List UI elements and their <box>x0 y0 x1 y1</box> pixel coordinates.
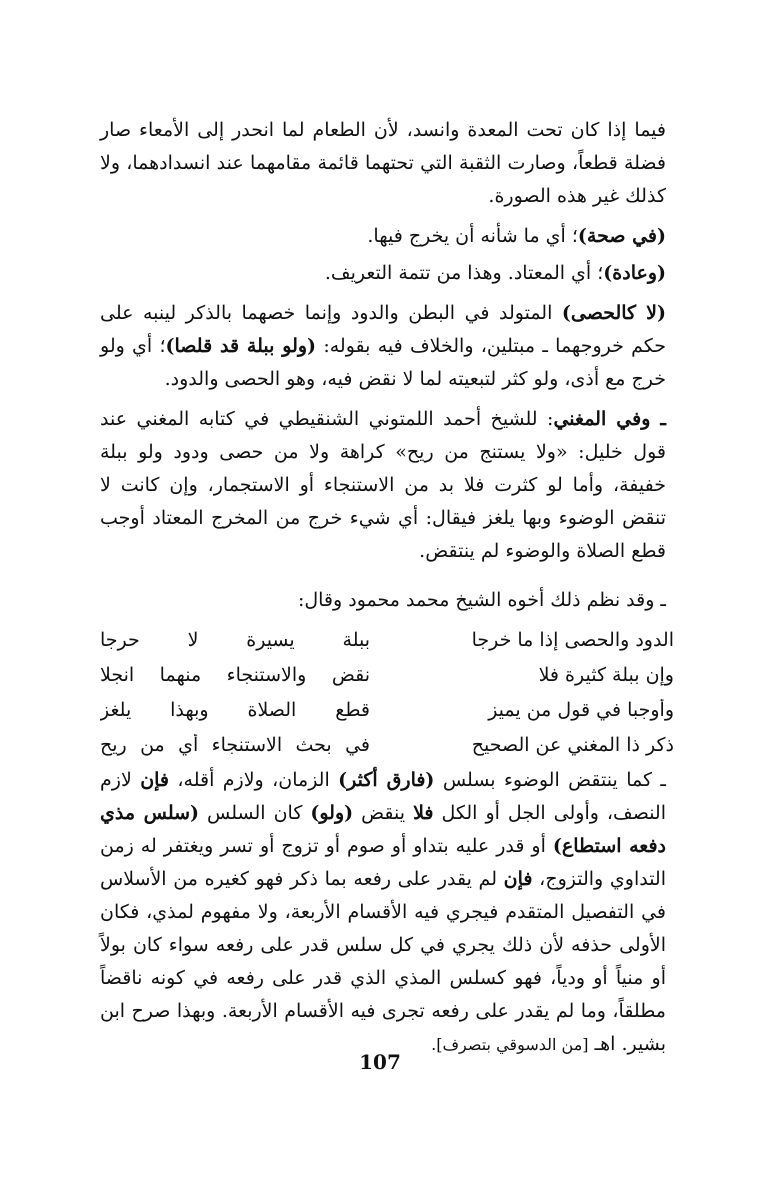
paragraph-hasa <box>100 297 666 396</box>
paragraph-mughni <box>100 403 666 568</box>
poem-verse <box>100 692 674 727</box>
poem-hemistich-second: نقض والاستنجاء منهما انجلا <box>100 663 370 686</box>
paragraph-intro <box>100 114 666 213</box>
paragraph-mughni-text: : للشيخ أحمد اللمتوني الشنقيطي في كتابه المغني عند قول خليل: «ولا يستنج من ريح» كراهة ولا من حصى ودود ولو ببلة خفيفة، وأما لو كثرت فلا بد من الاستنجاء أو الاستجمار، وإن كانت لا تنقض الوضوء وبها يلغز فيقال: أي شيء خرج من المخرج المعتاد أوجب قطع الصلاة والوضوء لم ينتقض. <box>100 408 666 562</box>
salas-bold-2: فإن <box>140 769 170 791</box>
salas-bold-3: فلا <box>413 802 434 824</box>
poem-hemistich-first: ذكر ذا المغني عن الصحيح <box>471 733 674 756</box>
salas-text-3: لازم النصف، وأولى الجل أو الكل <box>100 769 666 824</box>
term-fi-sihha: (في صحة) <box>577 225 666 247</box>
salas-reference: [من الدسوقي بتصرف]. <box>431 1035 589 1054</box>
poem-verse <box>100 622 674 657</box>
page-number: 107 <box>359 1050 401 1074</box>
poem-verse <box>100 727 674 762</box>
line-wa-aada <box>100 257 666 290</box>
salas-text-6: أو قدر عليه بتداو أو صوم أو تزوج أو تسر ويغتفر له زمن التداوي والتزوج، <box>100 835 666 890</box>
line-nazm-intro <box>100 584 666 617</box>
term-wa-aada: (وعادة) <box>603 262 666 284</box>
lead-wa-fil-mughni: ـ وفي المغني <box>553 408 666 430</box>
paragraph-hasa-text-1: المتولد في البطن والدود وإنما خصهما بالذكر لينبه على حكم خروجهما ـ مبتلين، والخلاف فيه بقوله: <box>100 302 667 357</box>
salas-bold-4: (ولو) <box>310 802 354 824</box>
poem-verse <box>100 657 674 692</box>
poem <box>100 622 674 762</box>
paragraph-intro-text: فيما إذا كان تحت المعدة وانسد، لأن الطعام لما انحدر إلى الأمعاء صار فضلة قطعاً، وصارت الثقبة التي تحتهما قائمة مقامهما عند انسدادهما، ولا كذلك غير هذه الصورة. <box>100 119 666 207</box>
salas-bold-1: (فارق أكثر) <box>338 769 435 791</box>
term-la-kal-hasa: (لا كالحصى) <box>561 302 666 324</box>
poem-hemistich-first: وإن ببلة كثيرة فلا <box>538 663 674 686</box>
salas-bold-5: (سلس مذي دفعه استطاع) <box>100 802 666 857</box>
poem-hemistich-second: قطع الصلاة وبهذا يلغز <box>100 698 370 721</box>
poem-hemistich-second: ببلة يسيرة لا حرجا <box>100 628 370 651</box>
line-fi-sihha <box>100 220 666 253</box>
line-wa-aada-text: ؛ أي المعتاد. وهذا من تتمة التعريف. <box>324 262 604 284</box>
line-fi-sihha-text: ؛ أي ما شأنه أن يخرج فيها. <box>367 225 578 247</box>
poem-hemistich-second: في بحث الاستنجاء أي من ريح <box>100 733 370 756</box>
salas-text-5: كان السلس <box>199 802 311 824</box>
term-wa-law-bibilla: (ولو ببلة قد قلصا) <box>165 335 317 357</box>
salas-text-7: لم يقدر على رفعه بما ذكر فهو كغيره من الأسلاس في التفصيل المتقدم فيجري فيه الأقسام الأربعة، ولا مفهوم لمذي، فكان الأولى حذفه لأن ذلك يجري في كل سلس قدر على رفعه سواء كان بولاً أو منياً أو ودياً، فهو كسلس المذي الذي قدر على رفعه في كونه ناقضاً مطلقاً، وما لم يقدر على رفعه تجرى فيه الأقسام الأربعة. وبهذا صرح ابن بشير. اهـ <box>100 868 666 1055</box>
salas-text-1: ـ كما ينتقض الوضوء بسلس <box>434 769 666 791</box>
line-nazm-intro-text: ـ وقد نظم ذلك أخوه الشيخ محمد محمود وقال: <box>297 589 666 611</box>
paragraph-hasa-text-2: ؛ أي ولو خرج مع أذى، ولو كثر لتبعيته لما لا نقض فيه، وهو الحصى والدود. <box>100 335 666 390</box>
salas-bold-6: فإن <box>503 868 533 890</box>
salas-text-4: ينقض <box>353 802 414 824</box>
poem-hemistich-first: الدود والحصى إذا ما خرجا <box>471 628 674 651</box>
paragraph-salas <box>100 764 666 1061</box>
poem-hemistich-first: وأوجبا في قول من يميز <box>488 698 674 721</box>
salas-text-2: الزمان، ولازم أقله، <box>169 769 339 791</box>
